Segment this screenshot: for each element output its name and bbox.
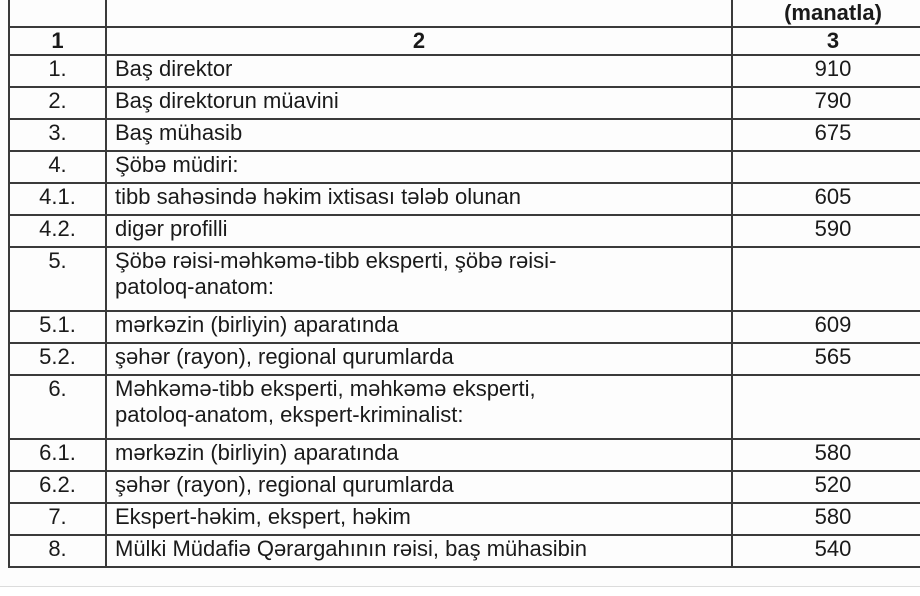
table-row	[9, 55, 920, 87]
row-salary: 675	[732, 119, 920, 151]
unit-label: (manatla)	[784, 0, 882, 25]
row-title: Baş direktor	[106, 55, 732, 87]
table-row	[9, 215, 920, 247]
row-salary	[732, 151, 920, 183]
row-salary: 565	[732, 343, 920, 375]
row-number: 2.	[9, 87, 106, 119]
row-title: şəhər (rayon), regional qurumlarda	[106, 471, 732, 503]
row-number: 7.	[9, 503, 106, 535]
row-number: 3.	[9, 119, 106, 151]
table-row	[9, 183, 920, 215]
table-row	[9, 471, 920, 503]
row-number: 4.2.	[9, 215, 106, 247]
row-title: mərkəzin (birliyin) aparatında	[106, 439, 732, 471]
unit-cell	[732, 0, 920, 27]
row-title: şəhər (rayon), regional qurumlarda	[106, 343, 732, 375]
row-salary: 580	[732, 503, 920, 535]
row-salary	[732, 375, 920, 439]
row-salary: 540	[732, 535, 920, 567]
salary-table	[8, 0, 920, 568]
row-salary: 590	[732, 215, 920, 247]
table-row	[9, 311, 920, 343]
row-title: Şöbə müdiri:	[106, 151, 732, 183]
row-salary: 609	[732, 311, 920, 343]
row-title: Mülki Müdafiə Qərargahının rəisi, baş mühasibin	[106, 535, 732, 567]
row-title-line: Şöbə rəisi-məhkəmə-tibb eksperti, şöbə rəisi-	[115, 248, 557, 273]
row-salary: 910	[732, 55, 920, 87]
row-number: 8.	[9, 535, 106, 567]
row-number: 6.2.	[9, 471, 106, 503]
row-number: 1.	[9, 55, 106, 87]
unit-cell-empty	[106, 0, 732, 27]
row-number: 5.2.	[9, 343, 106, 375]
row-title	[106, 247, 732, 311]
bottom-edge	[0, 586, 920, 596]
header-cell-value: 3	[732, 27, 920, 55]
row-number: 6.	[9, 375, 106, 439]
row-salary	[732, 247, 920, 311]
table-row	[9, 151, 920, 183]
row-number: 5.	[9, 247, 106, 311]
table-row	[9, 439, 920, 471]
row-number: 6.1.	[9, 439, 106, 471]
row-title: Baş mühasib	[106, 119, 732, 151]
header-cell-number: 1	[9, 27, 106, 55]
table-row	[9, 375, 920, 439]
row-salary: 580	[732, 439, 920, 471]
row-salary: 520	[732, 471, 920, 503]
row-number: 4.	[9, 151, 106, 183]
row-title-line: patoloq-anatom:	[115, 274, 274, 299]
table-row	[9, 535, 920, 567]
table-row	[9, 119, 920, 151]
table-row	[9, 503, 920, 535]
row-number: 5.1.	[9, 311, 106, 343]
unit-cell-empty	[9, 0, 106, 27]
table-row	[9, 87, 920, 119]
row-title-line: Məhkəmə-tibb eksperti, məhkəmə eksperti,	[115, 376, 536, 401]
table-row	[9, 247, 920, 311]
row-title: digər profilli	[106, 215, 732, 247]
row-number: 4.1.	[9, 183, 106, 215]
row-title: mərkəzin (birliyin) aparatında	[106, 311, 732, 343]
header-row	[9, 27, 920, 55]
row-title: Baş direktorun müavini	[106, 87, 732, 119]
row-title: Ekspert-həkim, ekspert, həkim	[106, 503, 732, 535]
row-salary: 790	[732, 87, 920, 119]
row-title-line: patoloq-anatom, ekspert-kriminalist:	[115, 402, 464, 427]
row-salary: 605	[732, 183, 920, 215]
header-cell-title: 2	[106, 27, 732, 55]
unit-row	[9, 0, 920, 27]
row-title: tibb sahəsində həkim ixtisası tələb olunan	[106, 183, 732, 215]
table-row	[9, 343, 920, 375]
row-title	[106, 375, 732, 439]
